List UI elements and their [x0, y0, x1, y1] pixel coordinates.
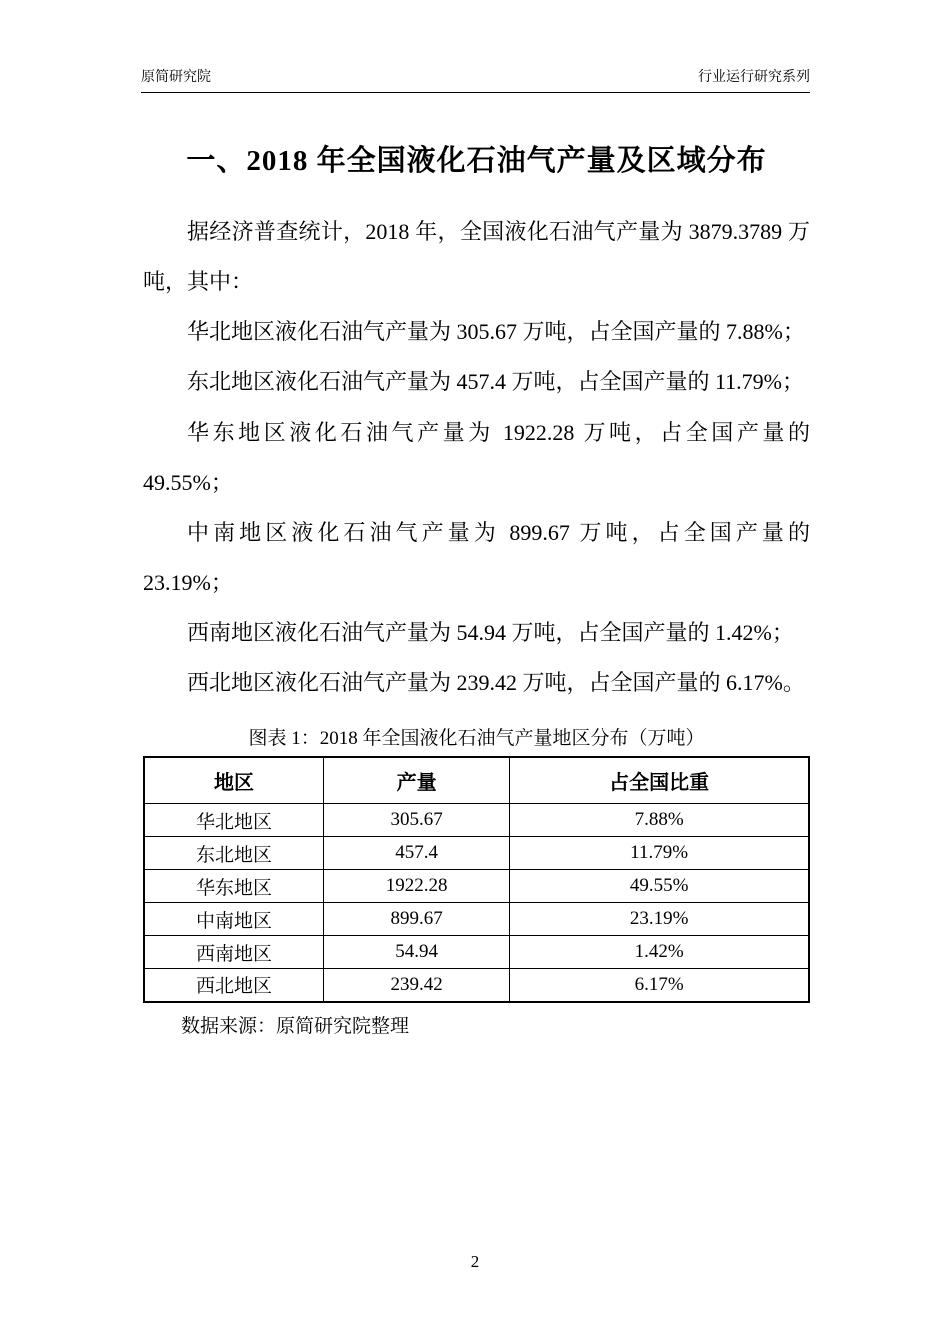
- cell-region: 中南地区: [144, 903, 324, 936]
- table-row: [144, 936, 809, 969]
- column-header-share: 占全国比重: [510, 757, 809, 804]
- paragraph-huadong: 华东地区液化石油气产量为 1922.28 万吨，占全国产量的 49.55%；: [143, 419, 810, 495]
- cell-share: 7.88%: [510, 804, 809, 837]
- cell-output: 899.67: [324, 903, 510, 936]
- cell-share: 23.19%: [510, 903, 809, 936]
- paragraph-xinan: 西南地区液化石油气产量为 54.94 万吨，占全国产量的 1.42%；: [187, 620, 794, 646]
- page-content: [143, 138, 810, 1038]
- table-row: [144, 870, 809, 903]
- page-number: 2: [470, 1252, 480, 1271]
- cell-output: 457.4: [324, 837, 510, 870]
- cell-region: 华北地区: [144, 804, 324, 837]
- paragraph-xibei: 西北地区液化石油气产量为 239.42 万吨，占全国产量的 6.17%。: [187, 670, 805, 696]
- cell-region: 东北地区: [144, 837, 324, 870]
- cell-region: 西南地区: [144, 936, 324, 969]
- region-output-table: [143, 756, 810, 1003]
- table-row: [144, 804, 809, 837]
- header-left-text: 原简研究院: [141, 70, 211, 85]
- cell-output: 1922.28: [324, 870, 510, 903]
- cell-output: 305.67: [324, 804, 510, 837]
- cell-share: 6.17%: [510, 969, 809, 1002]
- paragraph-dongbei: 东北地区液化石油气产量为 457.4 万吨，占全国产量的 11.79%；: [187, 369, 805, 395]
- column-header-output: 产量: [324, 757, 510, 804]
- cell-region: 华东地区: [144, 870, 324, 903]
- page-header: [141, 66, 810, 93]
- cell-output: 54.94: [324, 936, 510, 969]
- table-caption: 图表 1：2018 年全国液化石油气产量地区分布（万吨）: [248, 727, 705, 749]
- paragraph-huabei: 华北地区液化石油气产量为 305.67 万吨，占全国产量的 7.88%；: [187, 319, 805, 345]
- paragraph-zhongnan: 中南地区液化石油气产量为 899.67 万吨，占全国产量的 23.19%；: [143, 519, 810, 596]
- cell-share: 49.55%: [510, 870, 809, 903]
- table-row: [144, 903, 809, 936]
- cell-share: 1.42%: [510, 936, 809, 969]
- section-title: 一、2018 年全国液化石油气产量及区域分布: [186, 145, 767, 177]
- header-right-text: 行业运行研究系列: [698, 70, 810, 85]
- cell-region: 西北地区: [144, 969, 324, 1002]
- table-row: [144, 969, 809, 1002]
- table-header-row: [144, 757, 809, 804]
- paragraph-summary: 据经济普查统计，2018 年，全国液化石油气产量为 3879.3789 万吨，其中：: [143, 219, 810, 295]
- table-row: [144, 837, 809, 870]
- body-text: [143, 207, 810, 709]
- column-header-region: 地区: [144, 757, 324, 804]
- data-source-note: 数据来源：原简研究院整理: [181, 1015, 410, 1037]
- cell-output: 239.42: [324, 969, 510, 1002]
- cell-share: 11.79%: [510, 837, 809, 870]
